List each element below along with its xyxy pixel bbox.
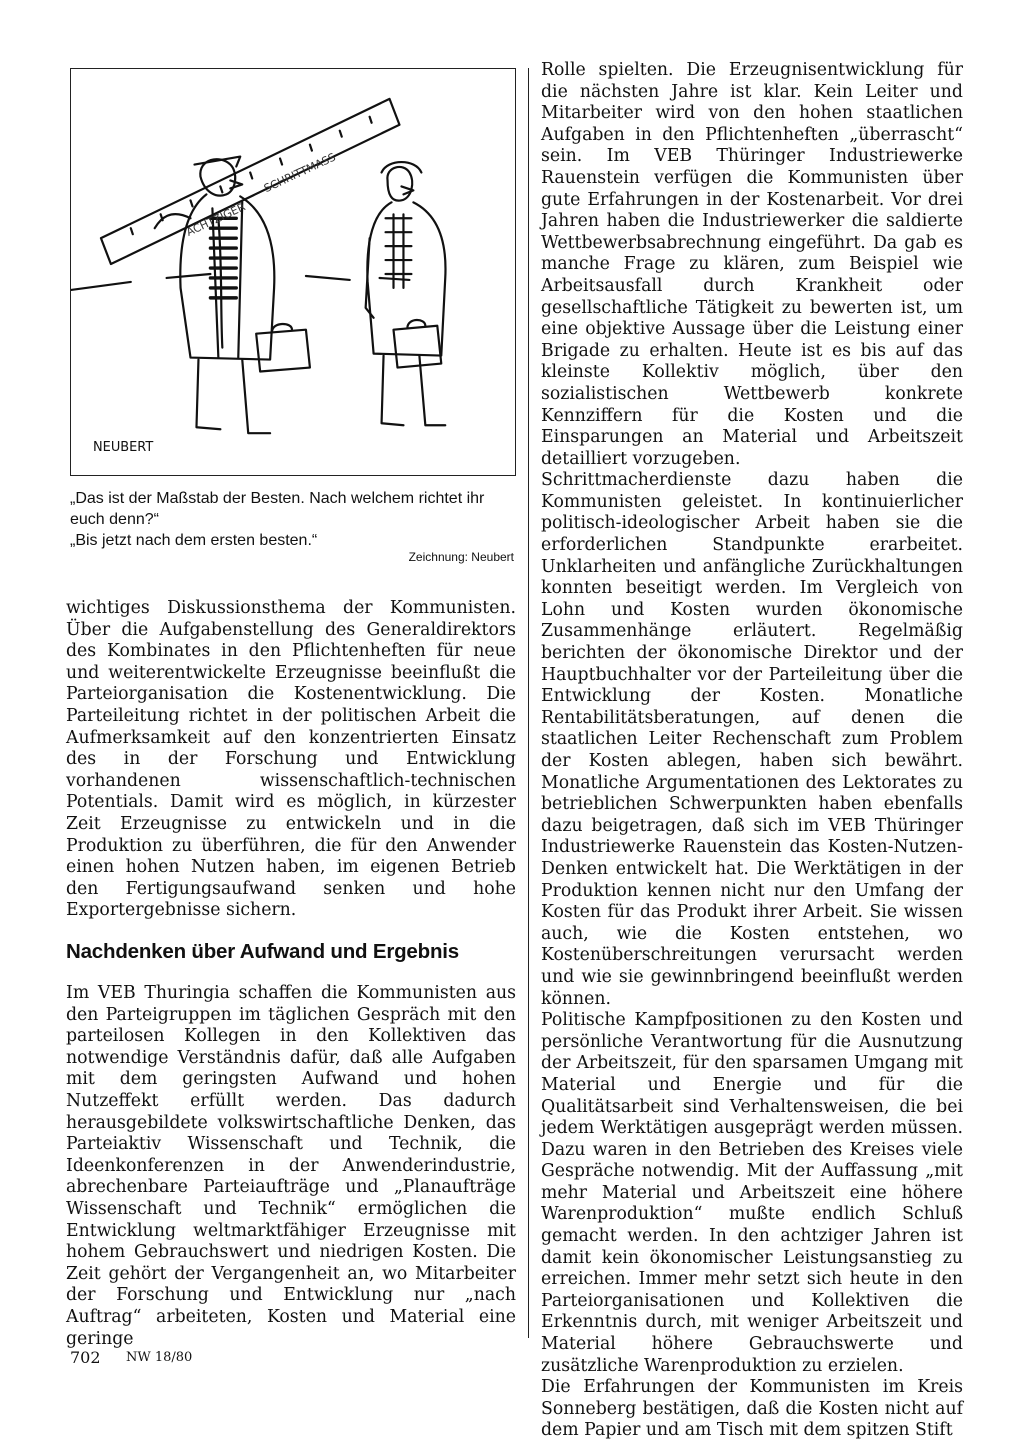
column-divider: [528, 68, 529, 1338]
ruler-label-2: SCHRITTMASS: [261, 150, 338, 196]
right-paragraph-2: Schrittmacherdienste dazu haben die Kommunisten geleistet. In kontinuierlicher politisch-ideologischer Arbeit haben sie die erforderlichen Standpunkte erarbeitet. Unklarheiten und anfängliche Zurückhaltungen konnten beseitigt werden. Im Vergleich von Lohn und Kosten wurden ökonomische Zusammenhänge erläutert. Regelmäßig berichten der ökonomische Direktor und der Hauptbuchhalter vor der Parteileitung über die Entwicklung der Kosten. Monatliche Rentabilitätsberatungen, auf denen die staatlichen Leiter Rechenschaft zum Problem der Kosten ablegen, haben sich bewährt. Monatliche Argumentationen des Lektorates zu betrieblichen Schwerpunkten haben ebenfalls dazu beigetragen, daß sich im VEB Thüringer Industriewerke Rauenstein das Kosten-Nutzen-Denken entwickelt hat. Die Werktätigen in der Produktion kennen nicht nur den Umfang der Kosten für das Produkt ihrer Arbeit. Sie wissen auch, wie die Kosten entstehen, wo Kostenüberschreitungen verursacht werden und wie sie gewinnbringend beeinflußt werden können.: [541, 470, 963, 1009]
ruler-label-1: ACHTZIGER: [184, 200, 248, 239]
left-column-text-2: [66, 983, 516, 1350]
right-paragraph-4: Die Erfahrungen der Kommunisten im Kreis Sonneberg bestätigen, daß die Kosten nicht auf dem Papier und am Tisch mit dem spitzen Stift: [541, 1377, 963, 1441]
right-paragraph-1: Rolle spielten. Die Erzeugnisentwicklung für die nächsten Jahre ist klar. Kein Leiter und Mitarbeiter wird von den hohen staatlichen Aufgaben in den Pflichtenheften „überrascht“ sein. Im VEB Thüringer Industriewerke Rauenstein verfügen die Kommunisten über gute Erfahrungen in der Kostenarbeit. Vor drei Jahren haben die Industriewerker die saldierte Wettbewerbsabrechnung eingeführt. Da gab es manche Frage zu klären, zum Beispiel wie Arbeitsausfall durch Krankheit oder gesellschaftliche Tätigkeit zu bewerten ist, um eine objektive Aussage über die Leistung einer Brigade zu erhalten. Heute ist es bis auf das kleinste Kollektiv möglich, über den sozialistischen Wettbewerb konkrete Kennziffern für die Kosten und die Einsparungen an Material und Arbeitszeit detailliert vorzugeben.: [541, 60, 963, 469]
right-column-text: [541, 60, 963, 1442]
figure-credit: Zeichnung: Neubert: [408, 550, 514, 564]
issue-label: NW 18/80: [126, 1350, 193, 1365]
page-number: 702: [70, 1348, 101, 1367]
left-column-text: [66, 598, 516, 922]
cartoon-drawing: [71, 69, 515, 475]
left-paragraph-1: wichtiges Diskussionsthema der Kommunisten. Über die Aufgabenstellung des Generaldirektors des Kombinates in den Pflichtenheften für neue und weiterentwickelte Erzeugnisse beeinflußt die Parteiorganisation die Kostenentwicklung. Die Parteileitung richtet in der politischen Arbeit die Aufmerksamkeit auf den konzentrierten Einsatz des in der Forschung und Entwicklung vorhandenen wissenschaftlich-technischen Potentials. Damit wird es möglich, in kürzester Zeit Erzeugnisse zu entwickeln und in die Produktion zu überführen, die für den Anwender einen hohen Nutzen haben, im eigenen Betrieb den Fertigungsaufwand senken und hohe Exportergebnisse sichern.: [66, 598, 516, 921]
cartoon-figure: [70, 68, 516, 476]
right-paragraph-3: Politische Kampfpositionen zu den Kosten und persönliche Verantwortung für die Ausnutzung der Arbeitszeit, für den sparsamen Umgang mit Material und Energie und für die Qualitätsarbeit sind Verhaltensweisen, die bei jedem Werktätigen ausgeprägt werden müssen. Dazu waren in den Betrieben des Kreises viele Gespräche notwendig. Mit der Auffassung „mit mehr Material und Arbeitszeit eine höhere Warenproduktion“ mußte endlich Schluß gemacht werden. In den achtziger Jahren ist damit kein ökonomischer Leistungsanstieg zu erreichen. Immer mehr setzt sich heute in den Parteiorganisationen und Kollektiven die Erkenntnis durch, mit weniger Arbeitszeit und Material höhere Gebrauchswerte und zusätzliche Warenproduktion zu erzielen.: [541, 1010, 963, 1376]
left-paragraph-2: Im VEB Thuringia schaffen die Kommunisten aus den Parteigruppen im täglichen Gespräch mit den parteilosen Kollegen in den Kollektiven das notwendige Verständnis dafür, daß alle Aufgaben mit dem geringsten Aufwand und hohen Nutzeffekt erfüllt werden. Das dadurch herausgebildete volkswirtschaftliche Denken, das Parteiaktiv Wissenschaft und Technik, die Ideenkonferenzen in der Anwenderindustrie, abrechenbare Parteiaufträge und „Planaufträge Wissenschaft und Technik“ ermöglichen die Entwicklung weltmarktfähiger Erzeugnisse mit hohem Gebrauchswert und niedrigen Kosten. Die Zeit gehört der Vergangenheit an, wo Mitarbeiter der Forschung und Entwicklung nur „nach Auftrag“ arbeiteten, Kosten und Material eine geringe: [66, 983, 516, 1349]
artist-signature: NEUBERT: [92, 440, 154, 456]
section-heading: Nachdenken über Aufwand und Ergebnis: [66, 940, 459, 963]
figure-caption: [70, 488, 516, 551]
caption-line-2: „Bis jetzt nach dem ersten besten.“: [70, 532, 318, 549]
caption-line-1: „Das ist der Maßstab der Besten. Nach welchem richtet ihr euch denn?“: [70, 490, 485, 528]
